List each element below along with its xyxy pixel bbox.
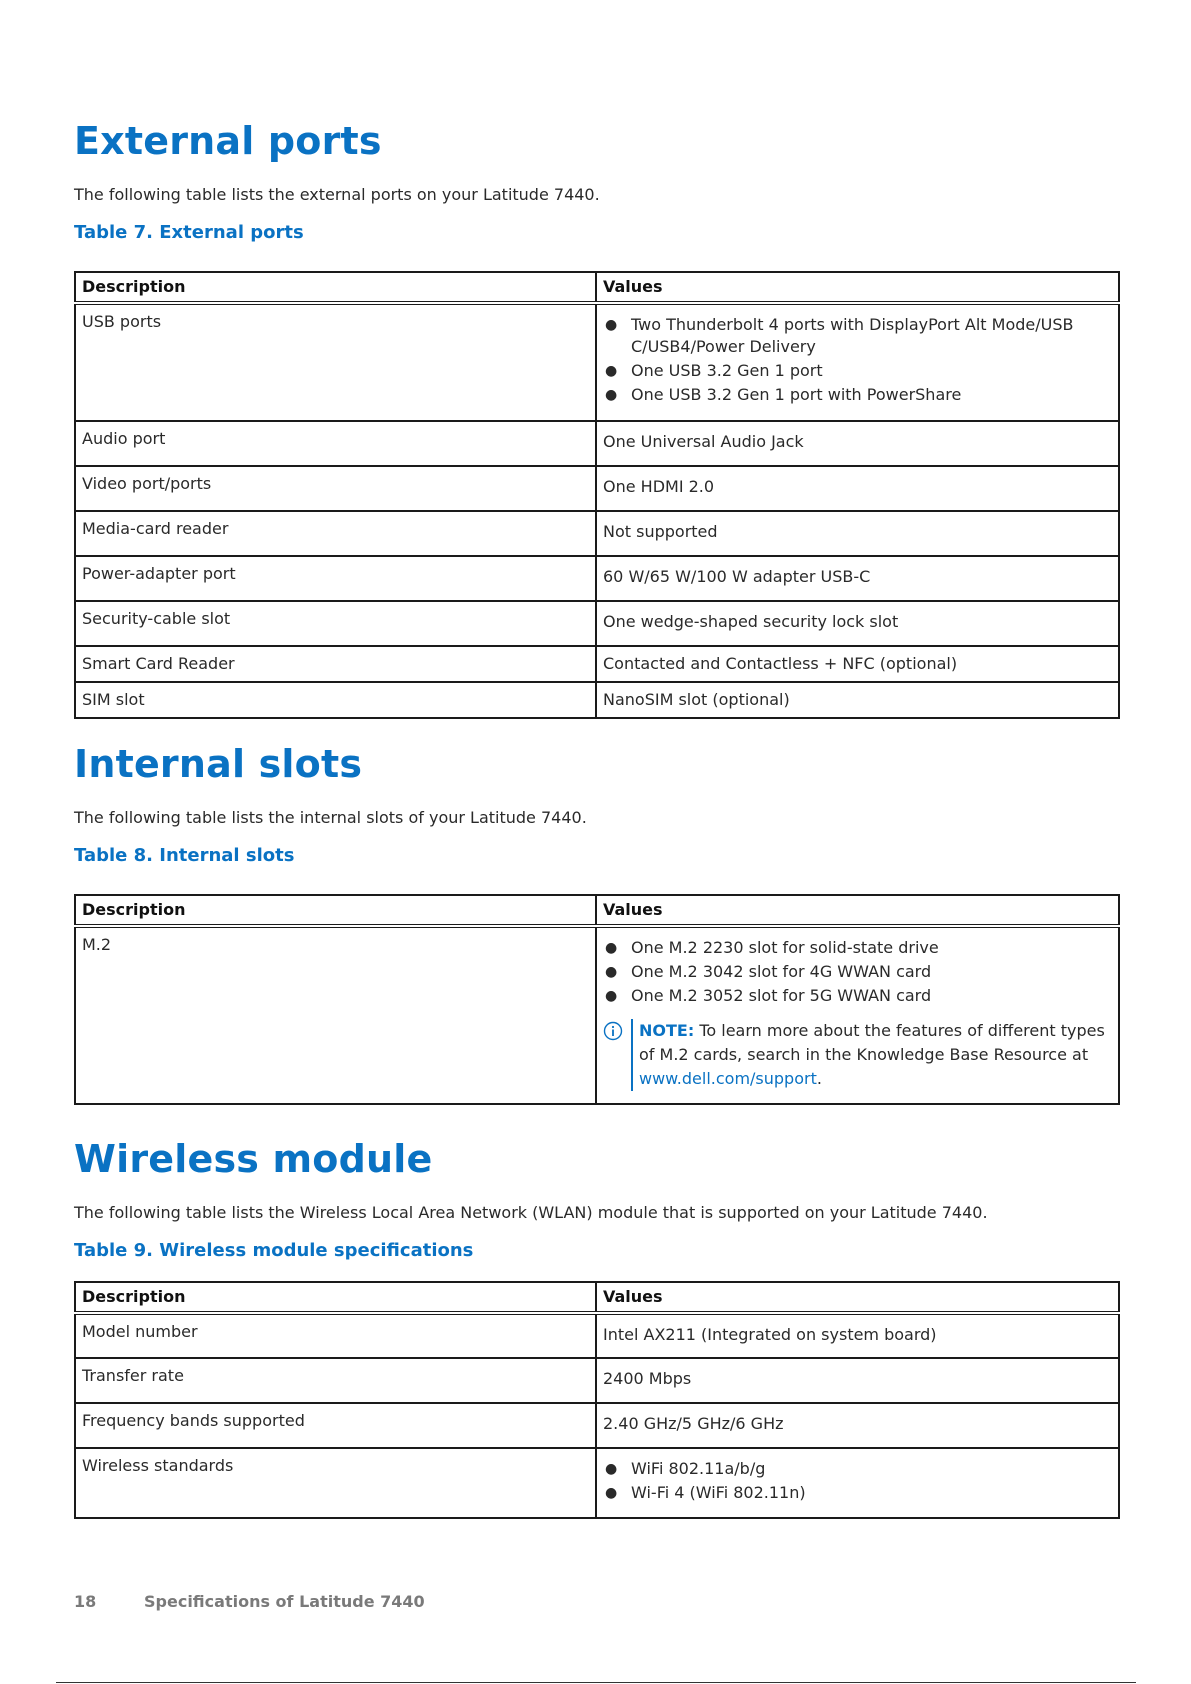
- support-link[interactable]: www.dell.com/support: [639, 1069, 817, 1088]
- row-label: Media-card reader: [75, 511, 596, 556]
- row-value: [596, 303, 1119, 421]
- row-label: Power-adapter port: [75, 556, 596, 601]
- note-block: [603, 1019, 1112, 1091]
- table-row: [75, 556, 1119, 601]
- bullet-icon: ●: [605, 940, 618, 956]
- row-value: [596, 1448, 1119, 1518]
- row-value: 2400 Mbps: [596, 1358, 1119, 1403]
- wireless-module-table: [74, 1281, 1120, 1519]
- table-row: [75, 1313, 1119, 1358]
- table-row: [75, 511, 1119, 556]
- section-title-wireless-module: Wireless module: [74, 1137, 433, 1181]
- bullet-icon: ●: [605, 988, 618, 1004]
- m2-slots-list: [603, 937, 1112, 1007]
- row-value: [596, 926, 1119, 1104]
- table-header-row: [75, 895, 1119, 926]
- header-description: Description: [75, 1282, 596, 1313]
- bullet-icon: ●: [605, 964, 618, 980]
- row-value: NanoSIM slot (optional): [596, 682, 1119, 718]
- table-caption-wireless-module: Table 9. Wireless module specifications: [74, 1240, 474, 1261]
- table-row: [75, 466, 1119, 511]
- note-text: NOTE: To learn more about the features of different types of M.2 cards, search in the Knowledge Base Resource at www.dell.com/support.: [631, 1019, 1112, 1091]
- row-value: Contacted and Contactless + NFC (optional): [596, 646, 1119, 682]
- header-description: Description: [75, 895, 596, 926]
- row-value: Intel AX211 (Integrated on system board): [596, 1313, 1119, 1358]
- header-values: Values: [596, 1282, 1119, 1313]
- list-item: ● One USB 3.2 Gen 1 port: [605, 361, 823, 380]
- table-row: [75, 1403, 1119, 1448]
- table-row: [75, 421, 1119, 466]
- bullet-icon: ●: [605, 387, 618, 403]
- external-ports-table: [74, 271, 1120, 719]
- row-label: Transfer rate: [75, 1358, 596, 1403]
- row-value: Not supported: [596, 511, 1119, 556]
- page-footer: [74, 1592, 425, 1611]
- table-row: [75, 601, 1119, 646]
- bullet-icon: ●: [605, 1461, 618, 1477]
- note-label: NOTE:: [639, 1021, 695, 1040]
- internal-slots-table: [74, 894, 1120, 1105]
- bullet-icon: ●: [605, 1485, 618, 1501]
- table-header-row: [75, 1282, 1119, 1313]
- list-item: ● One M.2 3052 slot for 5G WWAN card: [605, 986, 932, 1005]
- row-label: Model number: [75, 1313, 596, 1358]
- row-label: USB ports: [75, 303, 596, 421]
- list-item: ● Wi-Fi 4 (WiFi 802.11n): [605, 1483, 806, 1502]
- list-item: ● One M.2 2230 slot for solid-state drive: [605, 938, 939, 957]
- row-value: One Universal Audio Jack: [596, 421, 1119, 466]
- note-body: To learn more about the features of different types of M.2 cards, search in the Knowledge Base Resource at: [639, 1021, 1105, 1064]
- list-item: ● Two Thunderbolt 4 ports with DisplayPort Alt Mode/USB C/USB4/Power Delivery: [605, 315, 1074, 356]
- table-row: [75, 646, 1119, 682]
- section-title-external-ports: External ports: [74, 119, 382, 163]
- table-row: [75, 303, 1119, 421]
- footer-title: Specifications of Latitude 7440: [144, 1592, 425, 1611]
- page-number: 18: [74, 1592, 97, 1611]
- row-label: Wireless standards: [75, 1448, 596, 1518]
- wireless-standards-list: [603, 1458, 1112, 1504]
- row-label: SIM slot: [75, 682, 596, 718]
- table-caption-external-ports: Table 7. External ports: [74, 222, 304, 243]
- usb-ports-list: [603, 314, 1112, 406]
- footer-divider: [56, 1682, 1136, 1683]
- row-label: M.2: [75, 926, 596, 1104]
- section-intro-external-ports: The following table lists the external ports on your Latitude 7440.: [74, 185, 600, 204]
- header-values: Values: [596, 272, 1119, 303]
- row-label: Video port/ports: [75, 466, 596, 511]
- row-value: One wedge-shaped security lock slot: [596, 601, 1119, 646]
- header-description: Description: [75, 272, 596, 303]
- bullet-icon: ●: [605, 363, 618, 379]
- list-item: ● One M.2 3042 slot for 4G WWAN card: [605, 962, 932, 981]
- info-icon: [603, 1021, 623, 1041]
- table-row: [75, 682, 1119, 718]
- table-caption-internal-slots: Table 8. Internal slots: [74, 845, 295, 866]
- row-label: Audio port: [75, 421, 596, 466]
- row-value: 60 W/65 W/100 W adapter USB-C: [596, 556, 1119, 601]
- row-value: One HDMI 2.0: [596, 466, 1119, 511]
- list-item: ● WiFi 802.11a/b/g: [605, 1459, 766, 1478]
- table-row: [75, 1358, 1119, 1403]
- section-intro-internal-slots: The following table lists the internal slots of your Latitude 7440.: [74, 808, 587, 827]
- row-label: Security-cable slot: [75, 601, 596, 646]
- row-label: Smart Card Reader: [75, 646, 596, 682]
- header-values: Values: [596, 895, 1119, 926]
- row-label: Frequency bands supported: [75, 1403, 596, 1448]
- bullet-icon: ●: [605, 317, 618, 333]
- section-title-internal-slots: Internal slots: [74, 742, 363, 786]
- section-intro-wireless-module: The following table lists the Wireless Local Area Network (WLAN) module that is supported on your Latitude 7440.: [74, 1203, 988, 1222]
- table-row: [75, 1448, 1119, 1518]
- list-item: ● One USB 3.2 Gen 1 port with PowerShare: [605, 385, 962, 404]
- table-row: [75, 926, 1119, 1104]
- row-value: 2.40 GHz/5 GHz/6 GHz: [596, 1403, 1119, 1448]
- table-header-row: [75, 272, 1119, 303]
